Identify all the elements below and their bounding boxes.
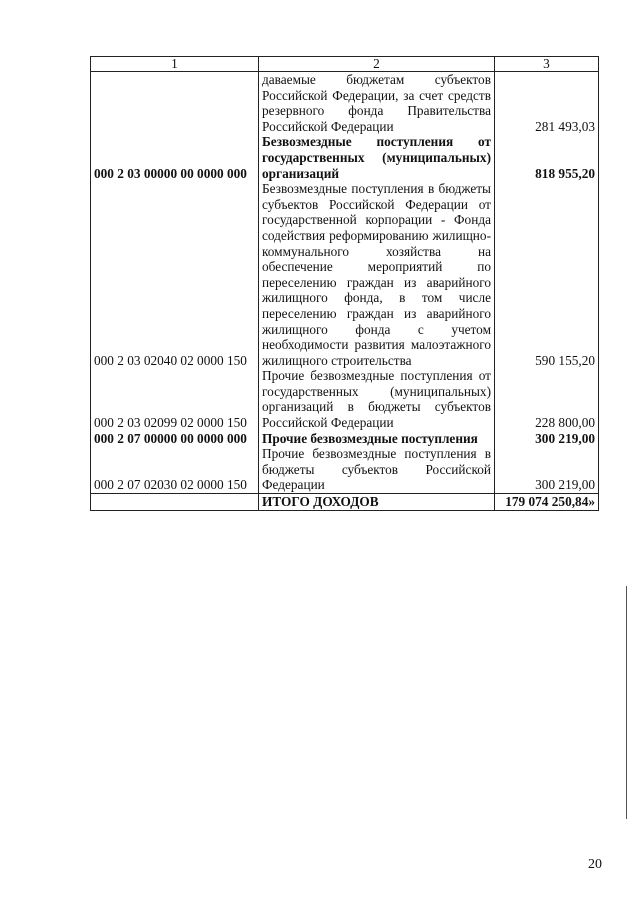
row-amount: 818 955,20 xyxy=(495,134,599,181)
total-amount: 179 074 250,84» xyxy=(495,494,599,511)
total-row xyxy=(91,494,599,511)
row-amount: 228 800,00 xyxy=(495,368,599,430)
row-name: Прочие безвозмездные поступления от государственных (муниципальных) организаций в бюджеты субъектов Российской Федерации xyxy=(259,368,495,430)
row-name: Безвозмездные поступления в бюджеты субъектов Российской Федерации от государственной корпорации - Фонда содействия реформированию жилищно-коммунального хозяйства на обеспечение мероприятий по переселению граждан из аварийного жилищного фонда, в том числе переселению граждан из аварийного жилищного фонда с учетом необходимости развития малоэтажного жилищного строительства xyxy=(259,181,495,368)
column-header-1: 1 xyxy=(91,57,259,72)
row-name: Безвозмездные поступления от государственных (муниципальных) организаций xyxy=(259,134,495,181)
row-code: 000 2 07 00000 00 0000 000 xyxy=(91,431,259,447)
row-name: Прочие безвозмездные поступления xyxy=(259,431,495,447)
table-row xyxy=(91,431,599,447)
total-empty-cell xyxy=(91,494,259,511)
row-amount: 300 219,00 xyxy=(495,446,599,493)
table-row xyxy=(91,134,599,181)
row-name: Прочие безвозмездные поступления в бюджеты субъектов Российской Федерации xyxy=(259,446,495,493)
table-row xyxy=(91,446,599,493)
column-header-2: 2 xyxy=(259,57,495,72)
row-code: 000 2 03 02040 02 0000 150 xyxy=(91,181,259,368)
row-amount: 300 219,00 xyxy=(495,431,599,447)
row-name: даваемые бюджетам субъектов Российской Федерации, за счет средств резервного фонда Правительства Российской Федерации xyxy=(259,72,495,135)
row-amount: 281 493,03 xyxy=(495,72,599,135)
budget-income-table xyxy=(90,56,599,511)
row-code: 000 2 07 02030 02 0000 150 xyxy=(91,446,259,493)
table-row xyxy=(91,72,599,135)
table-header-row xyxy=(91,57,599,72)
table-row xyxy=(91,181,599,368)
row-amount: 590 155,20 xyxy=(495,181,599,368)
row-code xyxy=(91,72,259,135)
scan-edge-line xyxy=(626,586,627,819)
table-row xyxy=(91,368,599,430)
total-label: ИТОГО ДОХОДОВ xyxy=(259,494,495,511)
page-number: 20 xyxy=(588,857,602,872)
row-code: 000 2 03 02099 02 0000 150 xyxy=(91,368,259,430)
row-code: 000 2 03 00000 00 0000 000 xyxy=(91,134,259,181)
column-header-3: 3 xyxy=(495,57,599,72)
